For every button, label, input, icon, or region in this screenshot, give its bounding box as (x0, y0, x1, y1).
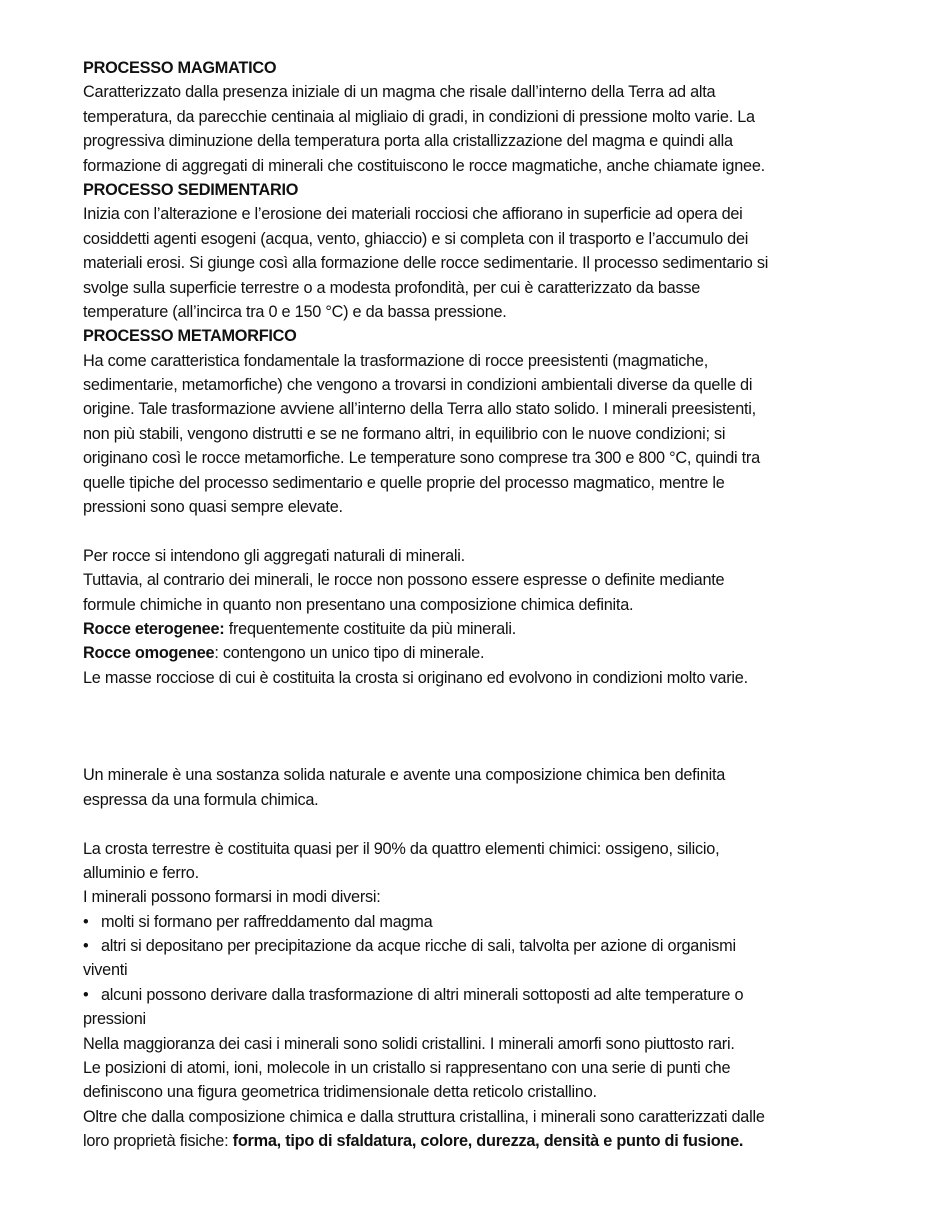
paragraph-line: Caratterizzato dalla presenza iniziale di un magma che risale dall’interno della Terra ad alta (83, 83, 716, 102)
list-item (83, 934, 903, 958)
bullet-icon: • (83, 985, 89, 1004)
list-item-continuation: viventi (83, 961, 128, 980)
list-item (83, 910, 903, 934)
heading-processo-sedimentario: PROCESSO SEDIMENTARIO (83, 180, 299, 199)
bullet-icon: • (83, 912, 89, 931)
physical-properties-list: forma, tipo di sfaldatura, colore, durezza, densità e punto di fusione. (232, 1132, 744, 1151)
paragraph-line: espressa da una formula chimica. (83, 790, 319, 809)
paragraph-line: Inizia con l’alterazione e l’erosione dei materiali rocciosi che affiorano in superficie ad opera dei (83, 205, 743, 224)
list-item-continuation: pressioni (83, 1010, 146, 1029)
spacer (83, 739, 903, 763)
paragraph-line: materiali erosi. Si giunge così alla formazione delle rocce sedimentarie. Il processo sedimentario si (83, 254, 769, 273)
term-rocce-eterogenee: Rocce eterogenee: (83, 619, 225, 638)
paragraph-line: Oltre che dalla composizione chimica e dalla struttura cristallina, i minerali sono caratterizzati dalle (83, 1107, 765, 1126)
rocce-eterogenee-line (83, 617, 903, 641)
list-item (83, 983, 903, 1007)
definition-text: frequentemente costituite da più minerali. (224, 619, 516, 638)
paragraph-line: quelle tipiche del processo sedimentario e quelle proprie del processo magmatico, mentre le (83, 473, 725, 492)
paragraph-line: La crosta terrestre è costituita quasi per il 90% da quattro elementi chimici: ossigeno, silicio, (83, 839, 720, 858)
paragraph-line: sedimentarie, metamorfiche) che vengono a trovarsi in condizioni ambientali diverse da quelle di (83, 376, 753, 395)
paragraph-line: cosiddetti agenti esogeni (acqua, vento, ghiaccio) e si completa con il trasporto e l’accumulo dei (83, 229, 749, 248)
bullet-icon: • (83, 937, 89, 956)
spacer (83, 812, 903, 836)
paragraph-line: Le posizioni di atomi, ioni, molecole in un cristallo si rappresentano con una serie di punti che (83, 1059, 731, 1078)
paragraph-line: Tuttavia, al contrario dei minerali, le rocce non possono essere espresse o definite mediante (83, 571, 725, 590)
paragraph-line: I minerali possono formarsi in modi diversi: (83, 888, 381, 907)
rocce-omogenee-line (83, 641, 903, 665)
paragraph-line: svolge sulla superficie terrestre o a modesta profondità, per cui è caratterizzato da basse (83, 278, 701, 297)
spacer (83, 690, 903, 714)
paragraph-line: origine. Tale trasformazione avviene all’interno della Terra allo stato solido. I minerali preesistenti, (83, 400, 756, 419)
paragraph-line: temperatura, da parecchie centinaia al migliaio di gradi, in condizioni di pressione molto varie. La (83, 107, 755, 126)
paragraph-line: Un minerale è una sostanza solida naturale e avente una composizione chimica ben definita (83, 766, 726, 785)
paragraph-line: non più stabili, vengono distrutti e se ne formano altri, in equilibrio con le nuove condizioni; si (83, 424, 726, 443)
heading-processo-magmatico: PROCESSO MAGMATICO (83, 59, 277, 77)
paragraph-line: progressiva diminuzione della temperatura porta alla cristallizzazione del magma e quindi alla (83, 132, 733, 151)
list-item-text: altri si depositano per precipitazione da acque ricche di sali, talvolta per azione di organismi (101, 937, 736, 956)
paragraph-line: alluminio e ferro. (83, 863, 199, 882)
heading-processo-metamorfico: PROCESSO METAMORFICO (83, 327, 297, 346)
paragraph-line: Ha come caratteristica fondamentale la trasformazione di rocce preesistenti (magmatiche, (83, 351, 709, 370)
paragraph-line: formazione di aggregati di minerali che costituiscono le rocce magmatiche, anche chiamate ignee. (83, 156, 765, 175)
paragraph-line: definiscono una figura geometrica tridimensionale detta reticolo cristallino. (83, 1083, 597, 1102)
paragraph-line: Per rocce si intendono gli aggregati naturali di minerali. (83, 546, 465, 565)
definition-text: : contengono un unico tipo di minerale. (214, 644, 485, 663)
document-page (83, 56, 903, 1154)
paragraph-text: loro proprietà fisiche: (83, 1132, 233, 1151)
term-rocce-omogenee: Rocce omogenee (83, 644, 215, 663)
paragraph-line: pressioni sono quasi sempre elevate. (83, 498, 343, 517)
paragraph-line: Le masse rocciose di cui è costituita la crosta si originano ed evolvono in condizioni molto varie. (83, 668, 748, 687)
paragraph-line: temperature (all’incirca tra 0 e 150 °C) e da bassa pressione. (83, 302, 507, 321)
spacer (83, 519, 903, 543)
paragraph-line: originano così le rocce metamorfiche. Le temperature sono comprese tra 300 e 800 °C, quindi tra (83, 449, 760, 468)
proprieta-fisiche-line (83, 1129, 903, 1153)
list-item-text: molti si formano per raffreddamento dal magma (101, 912, 433, 931)
paragraph-line: formule chimiche in quanto non presentano una composizione chimica definita. (83, 595, 634, 614)
list-item-text: alcuni possono derivare dalla trasformazione di altri minerali sottoposti ad alte temperature o (101, 985, 744, 1004)
spacer (83, 715, 903, 739)
paragraph-line: Nella maggioranza dei casi i minerali sono solidi cristallini. I minerali amorfi sono piuttosto rari. (83, 1034, 735, 1053)
